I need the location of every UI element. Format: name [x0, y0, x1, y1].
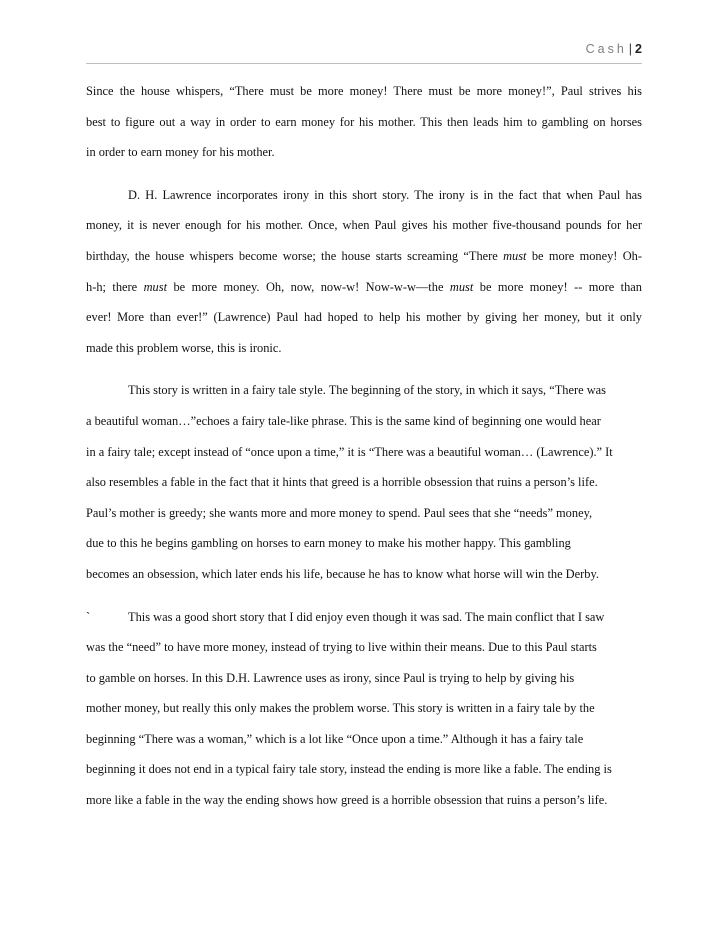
- page-header: [586, 42, 642, 56]
- document-body: [86, 81, 642, 821]
- paragraph-4: [86, 607, 642, 821]
- header-separator: |: [628, 42, 633, 56]
- header-author: Cash: [585, 42, 627, 56]
- text-line: [86, 246, 642, 277]
- text-segment: birthday, the house whispers become worse; the house starts screaming “There: [86, 248, 504, 263]
- emphasis-must: must: [503, 248, 527, 263]
- text-line: ever! More than ever!” (Lawrence) Paul had hoped to help his mother by giving her money, but it only: [86, 310, 642, 325]
- text-line: a beautiful woman…”echoes a fairy tale-like phrase. This is the same kind of beginning one would hear: [86, 413, 601, 428]
- text-line: in order to earn money for his mother.: [86, 145, 275, 160]
- text-line: in a fairy tale; except instead of “once upon a time,” it is “There was a beautiful woman… (Lawrence).” It: [86, 444, 613, 459]
- text-line: [86, 607, 642, 638]
- text-segment: be more money. Oh, now, now-w! Now-w-w—the: [167, 279, 450, 294]
- text-line: mother money, but really this only makes the problem worse. This story is written in a fairy tale by the: [86, 701, 595, 716]
- text-segment: This story is written in a fairy tale style. The beginning of the story, in which it says, “There was: [128, 383, 606, 398]
- text-segment: be more money! -- more than: [473, 279, 642, 294]
- text-line: was the “need” to have more money, instead of trying to live within their means. Due to this Paul starts: [86, 640, 597, 655]
- text-line: beginning it does not end in a typical fairy tale story, instead the ending is more like a fable. The ending is: [86, 762, 612, 777]
- text-line: Since the house whispers, “There must be more money! There must be more money!”, Paul strives his: [86, 84, 642, 98]
- paragraph-2: [86, 185, 642, 369]
- paragraph-3: [86, 380, 642, 594]
- text-line: also resembles a fable in the fact that it hints that greed is a horrible obsession that ruins a person’s life.: [86, 475, 598, 490]
- text-segment: h-h; there: [86, 279, 144, 294]
- text-line: [86, 185, 642, 216]
- text-line: best to figure out a way in order to earn money for his mother. This then leads him to gambling on horses: [86, 114, 642, 129]
- text-segment: This was a good short story that I did enjoy even though it was sad. The main conflict that I saw: [128, 609, 605, 624]
- text-segment: D. H. Lawrence incorporates irony in this short story. The irony is in the fact that when Paul has: [128, 187, 642, 202]
- page-number: 2: [635, 42, 642, 56]
- text-line: due to this he begins gambling on horses to earn money to make his mother happy. This gambling: [86, 536, 571, 551]
- header-rule: [86, 63, 642, 64]
- text-line: becomes an obsession, which later ends his life, because he has to know what horse will win the Derby.: [86, 566, 599, 581]
- text-line: beginning “There was a woman,” which is a lot like “Once upon a time.” Although it has a fairy tale: [86, 731, 584, 746]
- text-line: made this problem worse, this is ironic.: [86, 340, 282, 355]
- text-line: more like a fable in the way the ending shows how greed is a horrible obsession that ruins a person’s life.: [86, 793, 608, 808]
- text-line: [86, 277, 642, 308]
- emphasis-must: must: [449, 279, 474, 294]
- emphasis-must: must: [143, 279, 168, 294]
- paragraph-1: [86, 81, 642, 173]
- text-line: [86, 380, 642, 411]
- text-line: money, it is never enough for his mother. Once, when Paul gives his mother five-thousand pounds for her: [86, 218, 642, 233]
- stray-backtick: `: [86, 609, 91, 624]
- text-line: to gamble on horses. In this D.H. Lawrence uses as irony, since Paul is trying to help by giving his: [86, 670, 575, 685]
- text-line: Paul’s mother is greedy; she wants more and more money to spend. Paul sees that she “needs” money,: [86, 505, 593, 520]
- text-segment: be more money! Oh-: [526, 248, 642, 263]
